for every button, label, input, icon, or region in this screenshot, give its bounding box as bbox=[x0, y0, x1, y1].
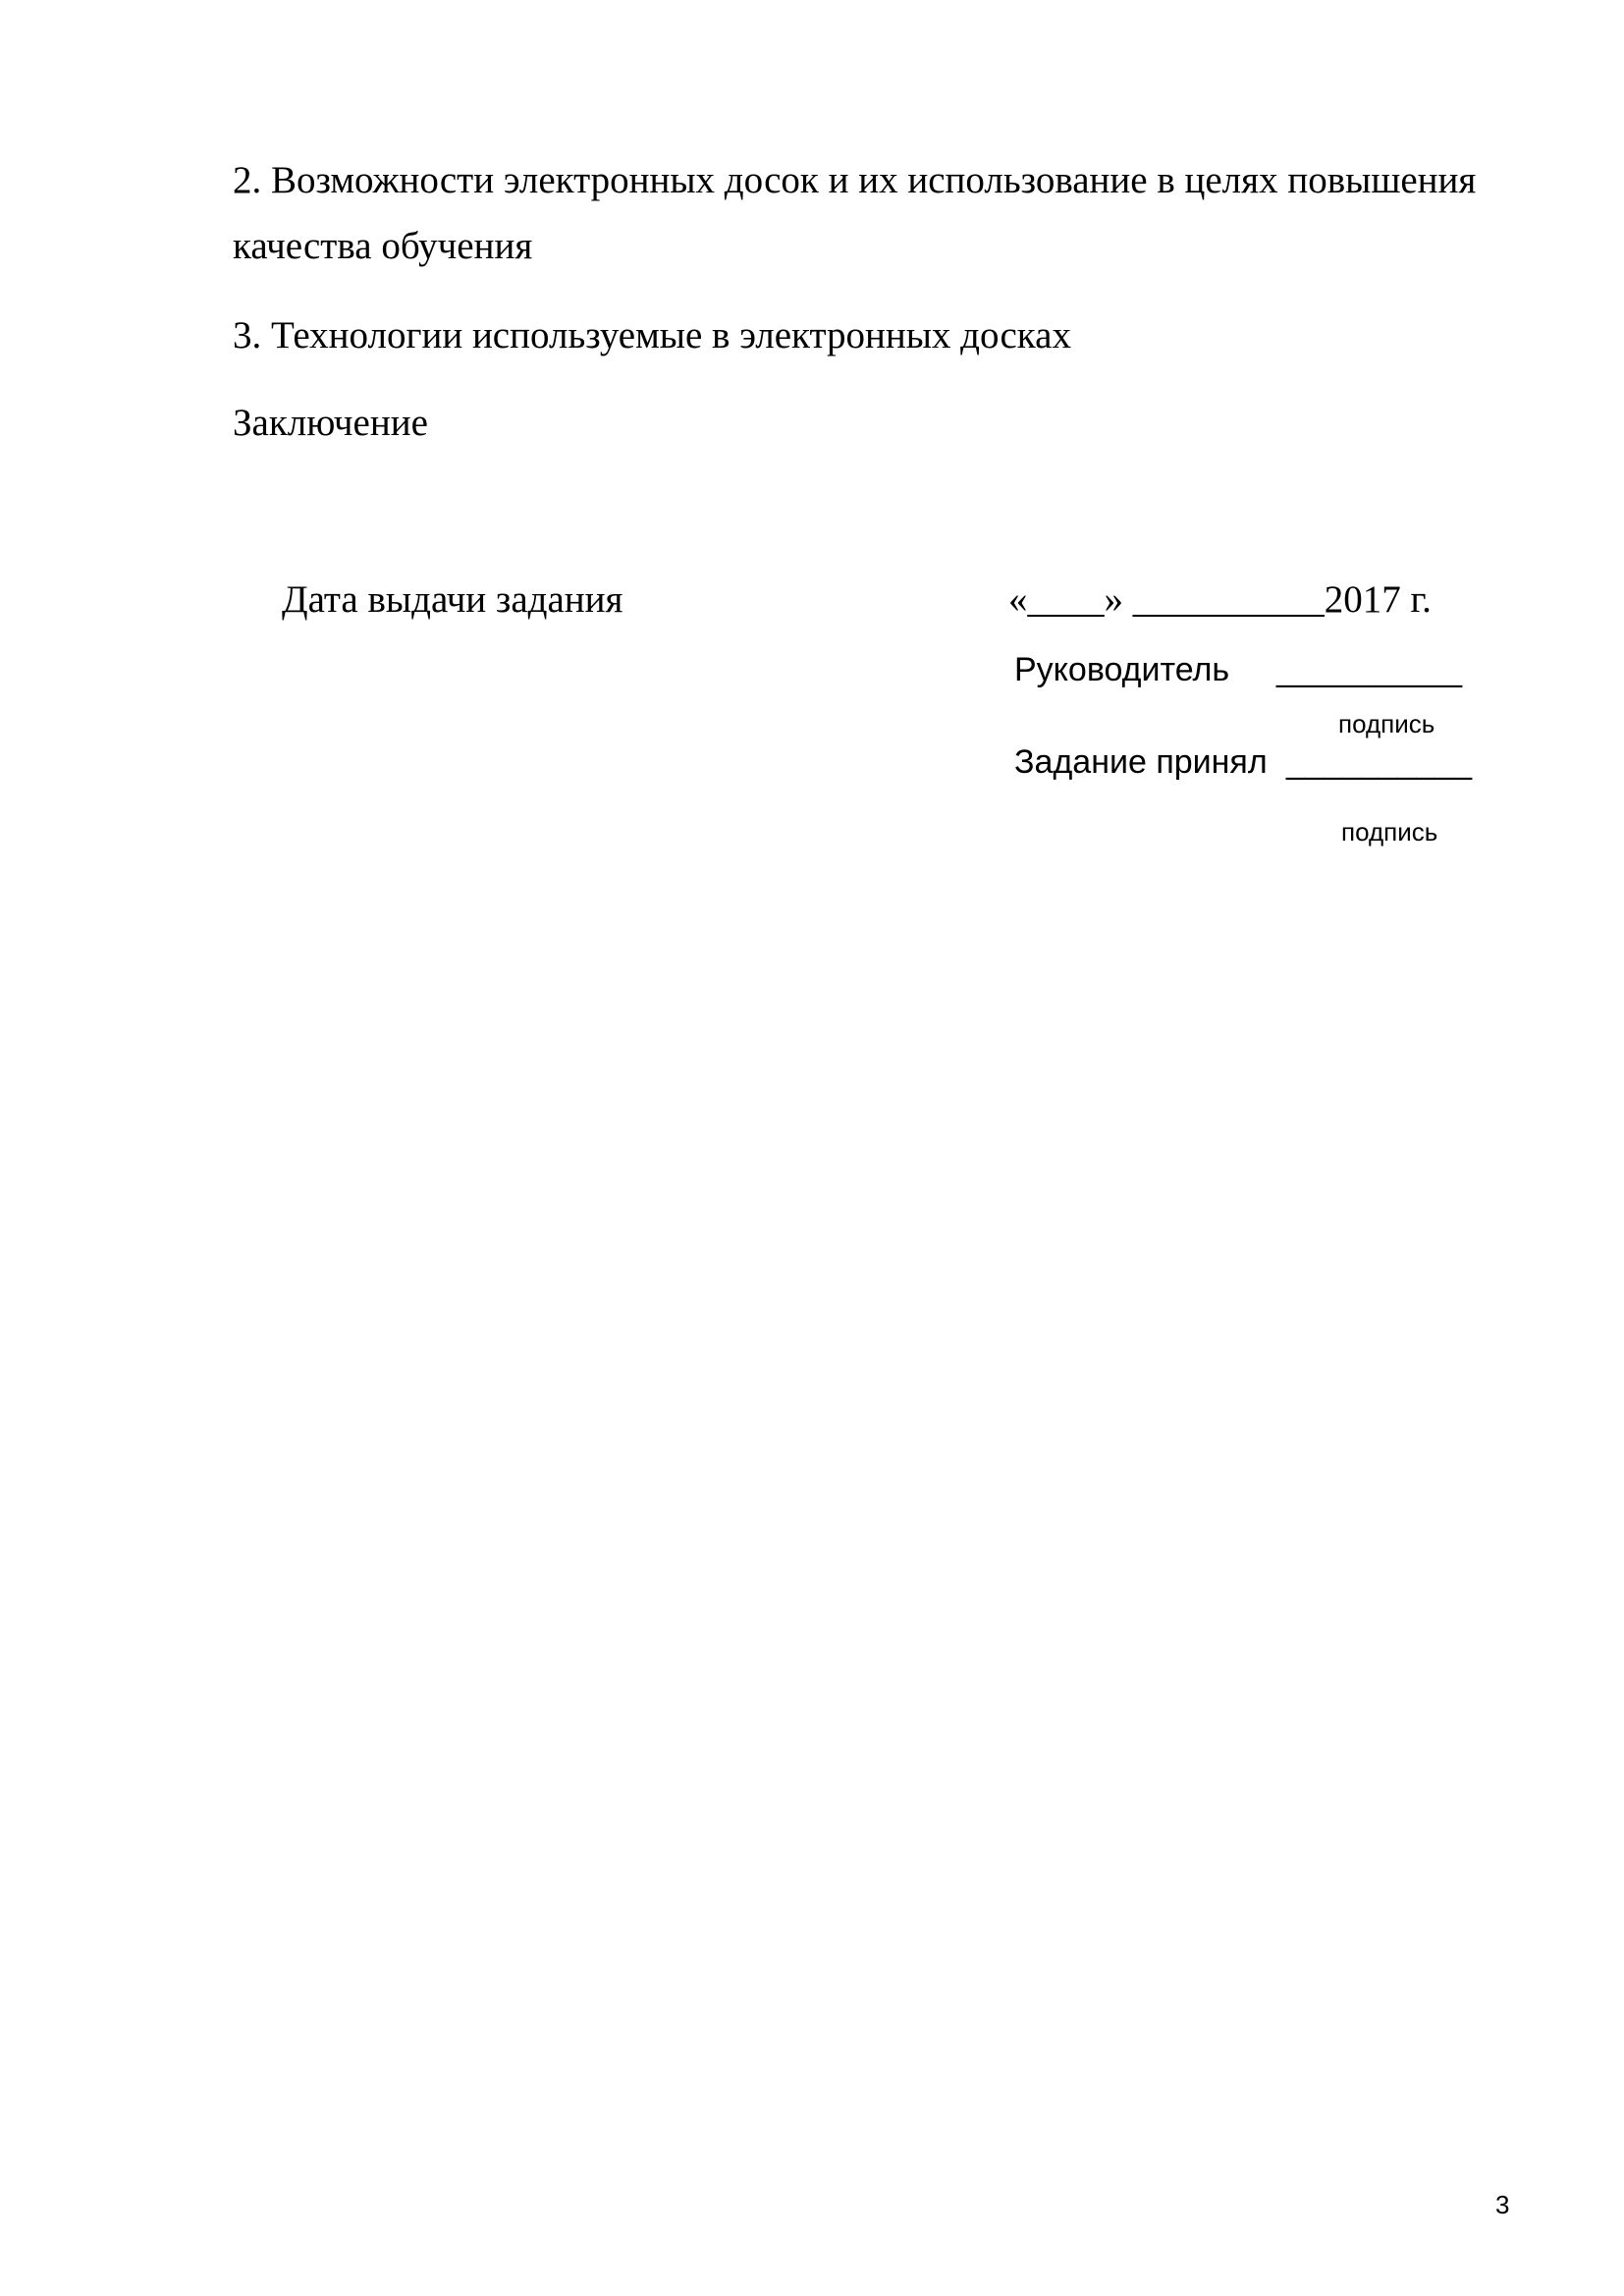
page-number: 3 bbox=[1495, 2190, 1510, 2219]
accepted-signature-caption: подпись bbox=[1341, 817, 1438, 847]
supervisor-signature-line: __________ bbox=[1276, 651, 1463, 688]
supervisor-label: Руководитель bbox=[1014, 651, 1230, 688]
contents-item-2-line-2: качества обучения bbox=[233, 225, 533, 267]
supervisor-signature-caption: подпись bbox=[1338, 709, 1435, 738]
issue-date-label: Дата выдачи задания bbox=[282, 578, 623, 621]
contents-conclusion: Заключение bbox=[233, 402, 428, 444]
contents-item-3: 3. Технологии используемые в электронных досках bbox=[233, 314, 1071, 356]
accepted-signature-line: __________ bbox=[1286, 743, 1473, 781]
accepted-label: Задание принял bbox=[1014, 743, 1268, 781]
contents-item-2-line-1: 2. Возможности электронных досок и их использование в целях повышения bbox=[233, 159, 1477, 201]
issue-date-field: «____» __________2017 г. bbox=[1008, 578, 1432, 621]
